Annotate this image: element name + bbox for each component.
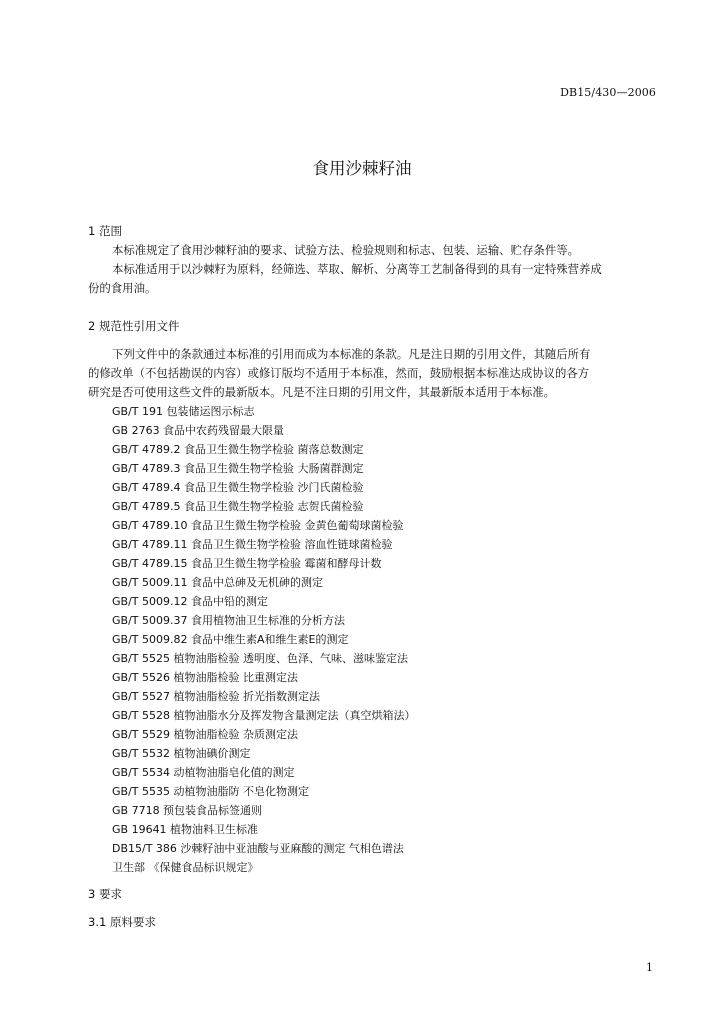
reference-item: DB15/T 386 沙棘籽油中亚油酸与亚麻酸的测定 气相色谱法 — [112, 842, 404, 855]
scope-paragraph-1: 本标准规定了食用沙棘籽油的要求、试验方法、检验规则和标志、包装、运输、贮存条件等。 — [112, 243, 580, 257]
reference-item: 卫生部 《保健食品标识规定》 — [112, 861, 259, 874]
reference-item: GB 7718 预包装食品标签通则 — [112, 804, 263, 817]
section-1-text — [88, 241, 658, 298]
reference-item: GB/T 4789.4 食品卫生微生物学检验 沙门氏菌检验 — [112, 481, 364, 494]
section-1-heading: 1 范围 — [88, 224, 122, 238]
section-3-1-heading: 3.1 原料要求 — [88, 915, 156, 929]
reference-item: GB/T 4789.3 食品卫生微生物学检验 大肠菌群测定 — [112, 462, 364, 475]
references-intro-line-2: 的修改单（不包括勘误的内容）或修订版均不适用于本标准，然而，鼓励根据本标准达成协议的各方 — [88, 366, 590, 380]
reference-item: GB/T 4789.2 食品卫生微生物学检验 菌落总数测定 — [112, 443, 364, 456]
references-intro-line-1: 下列文件中的条款通过本标准的引用而成为本标准的条款。凡是注日期的引用文件，其随后所有 — [112, 347, 591, 361]
reference-item: GB/T 5009.82 食品中维生素A和维生素E的测定 — [112, 633, 349, 646]
section-2-intro — [88, 345, 658, 402]
document-title: 食用沙棘籽油 — [312, 159, 412, 178]
reference-item: GB/T 5528 植物油脂水分及挥发物含量测定法（真空烘箱法） — [112, 709, 416, 722]
section-3-heading: 3 要求 — [88, 887, 122, 901]
scope-paragraph-2-line-1: 本标准适用于以沙棘籽为原料，经筛选、萃取、解析、分离等工艺制备得到的具有一定特殊营养成 — [112, 262, 602, 276]
reference-item: GB/T 191 包装储运图示标志 — [112, 405, 255, 418]
reference-item: GB/T 5532 植物油碘价测定 — [112, 747, 251, 760]
reference-list — [112, 402, 415, 877]
document-code: DB15/430—2006 — [560, 86, 656, 99]
reference-item: GB/T 5535 动植物油脂防 不皂化物测定 — [112, 785, 309, 798]
section-2-heading: 2 规范性引用文件 — [88, 319, 180, 333]
reference-item: GB/T 5525 植物油脂检验 透明度、色泽、气味、滋味鉴定法 — [112, 652, 408, 665]
reference-item: GB/T 5529 植物油脂检验 杂质测定法 — [112, 728, 298, 741]
reference-item: GB/T 5009.37 食用植物油卫生标准的分析方法 — [112, 614, 345, 627]
reference-item: GB/T 4789.15 食品卫生微生物学检验 霉菌和酵母计数 — [112, 557, 382, 570]
reference-item: GB/T 4789.11 食品卫生微生物学检验 溶血性链球菌检验 — [112, 538, 393, 551]
references-intro-line-3: 研究是否可使用这些文件的最新版本。凡是不注日期的引用文件，其最新版本适用于本标准。 — [88, 385, 556, 399]
reference-item: GB/T 5526 植物油脂检验 比重测定法 — [112, 671, 298, 684]
reference-item: GB/T 5534 动植物油脂皂化值的测定 — [112, 766, 295, 779]
reference-item: GB/T 4789.5 食品卫生微生物学检验 志贺氏菌检验 — [112, 500, 364, 513]
page-number: 1 — [646, 961, 653, 974]
reference-item: GB/T 4789.10 食品卫生微生物学检验 金黄色葡萄球菌检验 — [112, 519, 404, 532]
reference-item: GB 2763 食品中农药残留最大限量 — [112, 424, 285, 437]
scope-paragraph-2-line-2: 份的食用油。 — [88, 281, 157, 295]
reference-item: GB 19641 植物油料卫生标准 — [112, 823, 259, 836]
reference-item: GB/T 5009.11 食品中总砷及无机砷的测定 — [112, 576, 323, 589]
reference-item: GB/T 5527 植物油脂检验 折光指数测定法 — [112, 690, 320, 703]
reference-item: GB/T 5009.12 食品中铅的测定 — [112, 595, 268, 608]
